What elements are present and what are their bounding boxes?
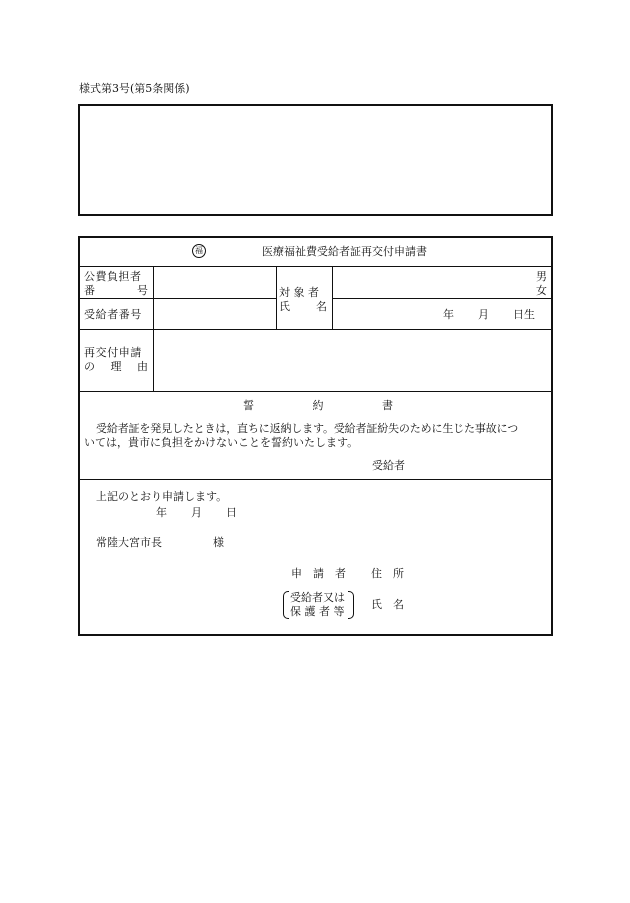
address-label: 住 所 — [371, 567, 404, 580]
right-bracket — [348, 591, 354, 619]
applicant-label: 申 請 者 — [291, 567, 346, 580]
public-payer-label-2: 番 号 — [84, 284, 148, 297]
form-title: 医療福祉費受給者証再交付申請書 — [262, 245, 427, 258]
recipient-number-field[interactable] — [155, 300, 275, 328]
seal-mark: 福 — [192, 244, 206, 258]
subject-name-field[interactable] — [334, 268, 524, 297]
subject-label-2: 氏 名 — [279, 300, 327, 313]
addressee-suffix: 様 — [213, 536, 224, 549]
rule-reason-bottom — [79, 391, 552, 392]
applicant-sub-2: 保 護 者 等 — [290, 605, 345, 618]
applicant-sub-1: 受給者又は — [290, 591, 345, 604]
date-year: 年 — [156, 506, 167, 519]
rule-subject-right — [332, 267, 333, 329]
birth-year: 年 — [443, 308, 454, 321]
rule-subject-left — [276, 267, 277, 329]
rule-title-bottom — [79, 266, 552, 267]
public-payer-number-field[interactable] — [155, 268, 275, 297]
rule-left-mid — [79, 298, 276, 299]
date-month: 月 — [191, 506, 202, 519]
left-bracket — [283, 591, 289, 619]
reason-label: 再交付申請 — [84, 346, 142, 359]
rule-label-col — [153, 267, 154, 391]
subject-label: 対 象 者 — [279, 286, 319, 299]
pledge-line-2: いては，貴市に負担をかけないことを誓約いたします。 — [84, 436, 359, 449]
reason-field[interactable] — [155, 331, 551, 390]
reason-label-2: の 理 由 — [84, 360, 148, 373]
pledge-signer-label: 受給者 — [372, 459, 405, 472]
sex-male[interactable]: 男 — [536, 270, 547, 283]
blank-box — [78, 104, 553, 216]
birth-month: 月 — [478, 308, 489, 321]
pledge-title: 誓 約 書 — [243, 399, 393, 412]
rule-info-bottom — [79, 329, 552, 330]
form-number: 様式第3号(第5条関係) — [79, 82, 190, 95]
addressee: 常陸大宮市長 — [96, 536, 162, 549]
sex-female[interactable]: 女 — [536, 284, 547, 297]
date-day: 日 — [226, 506, 237, 519]
pledge-line-1: 受給者証を発見したときは，直ちに返納します。受給者証紛失のために生じた事故につ — [96, 422, 519, 435]
recipient-number-label: 受給者番号 — [84, 308, 142, 321]
rule-right-mid — [332, 298, 552, 299]
rule-pledge-bottom — [79, 479, 552, 480]
apply-text: 上記のとおり申請します。 — [96, 490, 228, 503]
birth-day: 日生 — [513, 308, 535, 321]
name-label: 氏 名 — [371, 598, 404, 611]
public-payer-label: 公費負担者 — [84, 270, 142, 283]
